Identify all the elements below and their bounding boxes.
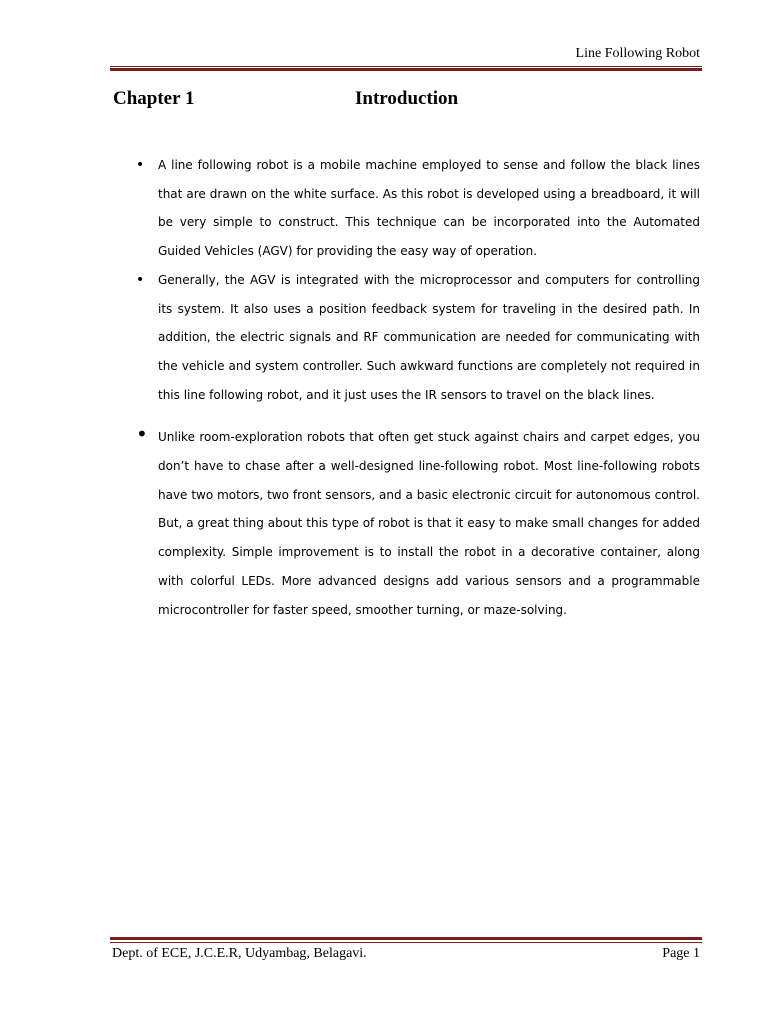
footer-page-number: Page 1	[662, 946, 700, 961]
chapter-title: Introduction	[355, 88, 459, 109]
footer-department: Dept. of ECE, J.C.E.R, Udyambag, Belagavi.	[112, 946, 367, 961]
list-item	[136, 266, 700, 410]
bullet-icon: •	[136, 271, 145, 288]
bullet-list	[136, 151, 700, 624]
list-item	[136, 422, 700, 624]
bullet-icon: •	[136, 422, 148, 447]
list-item	[136, 151, 700, 266]
header-rule-thin	[110, 66, 702, 67]
list-item-text: Generally, the AGV is integrated with the microprocessor and computers for controlling its system. It also uses a position feedback system for traveling in the desired path. In addition, the electric signals and RF communication are needed for communicating with the vehicle and system controller. Such awkward functions are completely not required in this line following robot, and it just uses the IR sensors to travel on the black lines.	[158, 272, 700, 402]
list-item-text: A line following robot is a mobile machine employed to sense and follow the black lines that are drawn on the white surface. As this robot is developed using a breadboard, it will be very simple to construct. This technique can be incorporated into the Automated Guided Vehicles (AGV) for providing the easy way of operation.	[158, 158, 700, 259]
list-item-text: Unlike room-exploration robots that often get stuck against chairs and carpet edges, you don’t have to chase after a well-designed line-following robot. Most line-following robots have two motors, two front sensors, and a basic electronic circuit for autonomous control. But, a great thing about this type of robot is that it easy to make small changes for added complexity. Simple improvement is to install the robot in a decorative container, along with colorful LEDs. More advanced designs add various sensors and a programmable microcontroller for faster speed, smoother turning, or maze-solving.	[158, 430, 700, 617]
chapter-number: Chapter 1	[113, 88, 195, 109]
footer-rule-thin	[110, 942, 702, 943]
footer-rule-thick	[110, 937, 702, 940]
header-rule-thick	[110, 68, 702, 71]
bullet-icon: •	[136, 157, 145, 173]
running-header-title: Line Following Robot	[575, 46, 700, 61]
